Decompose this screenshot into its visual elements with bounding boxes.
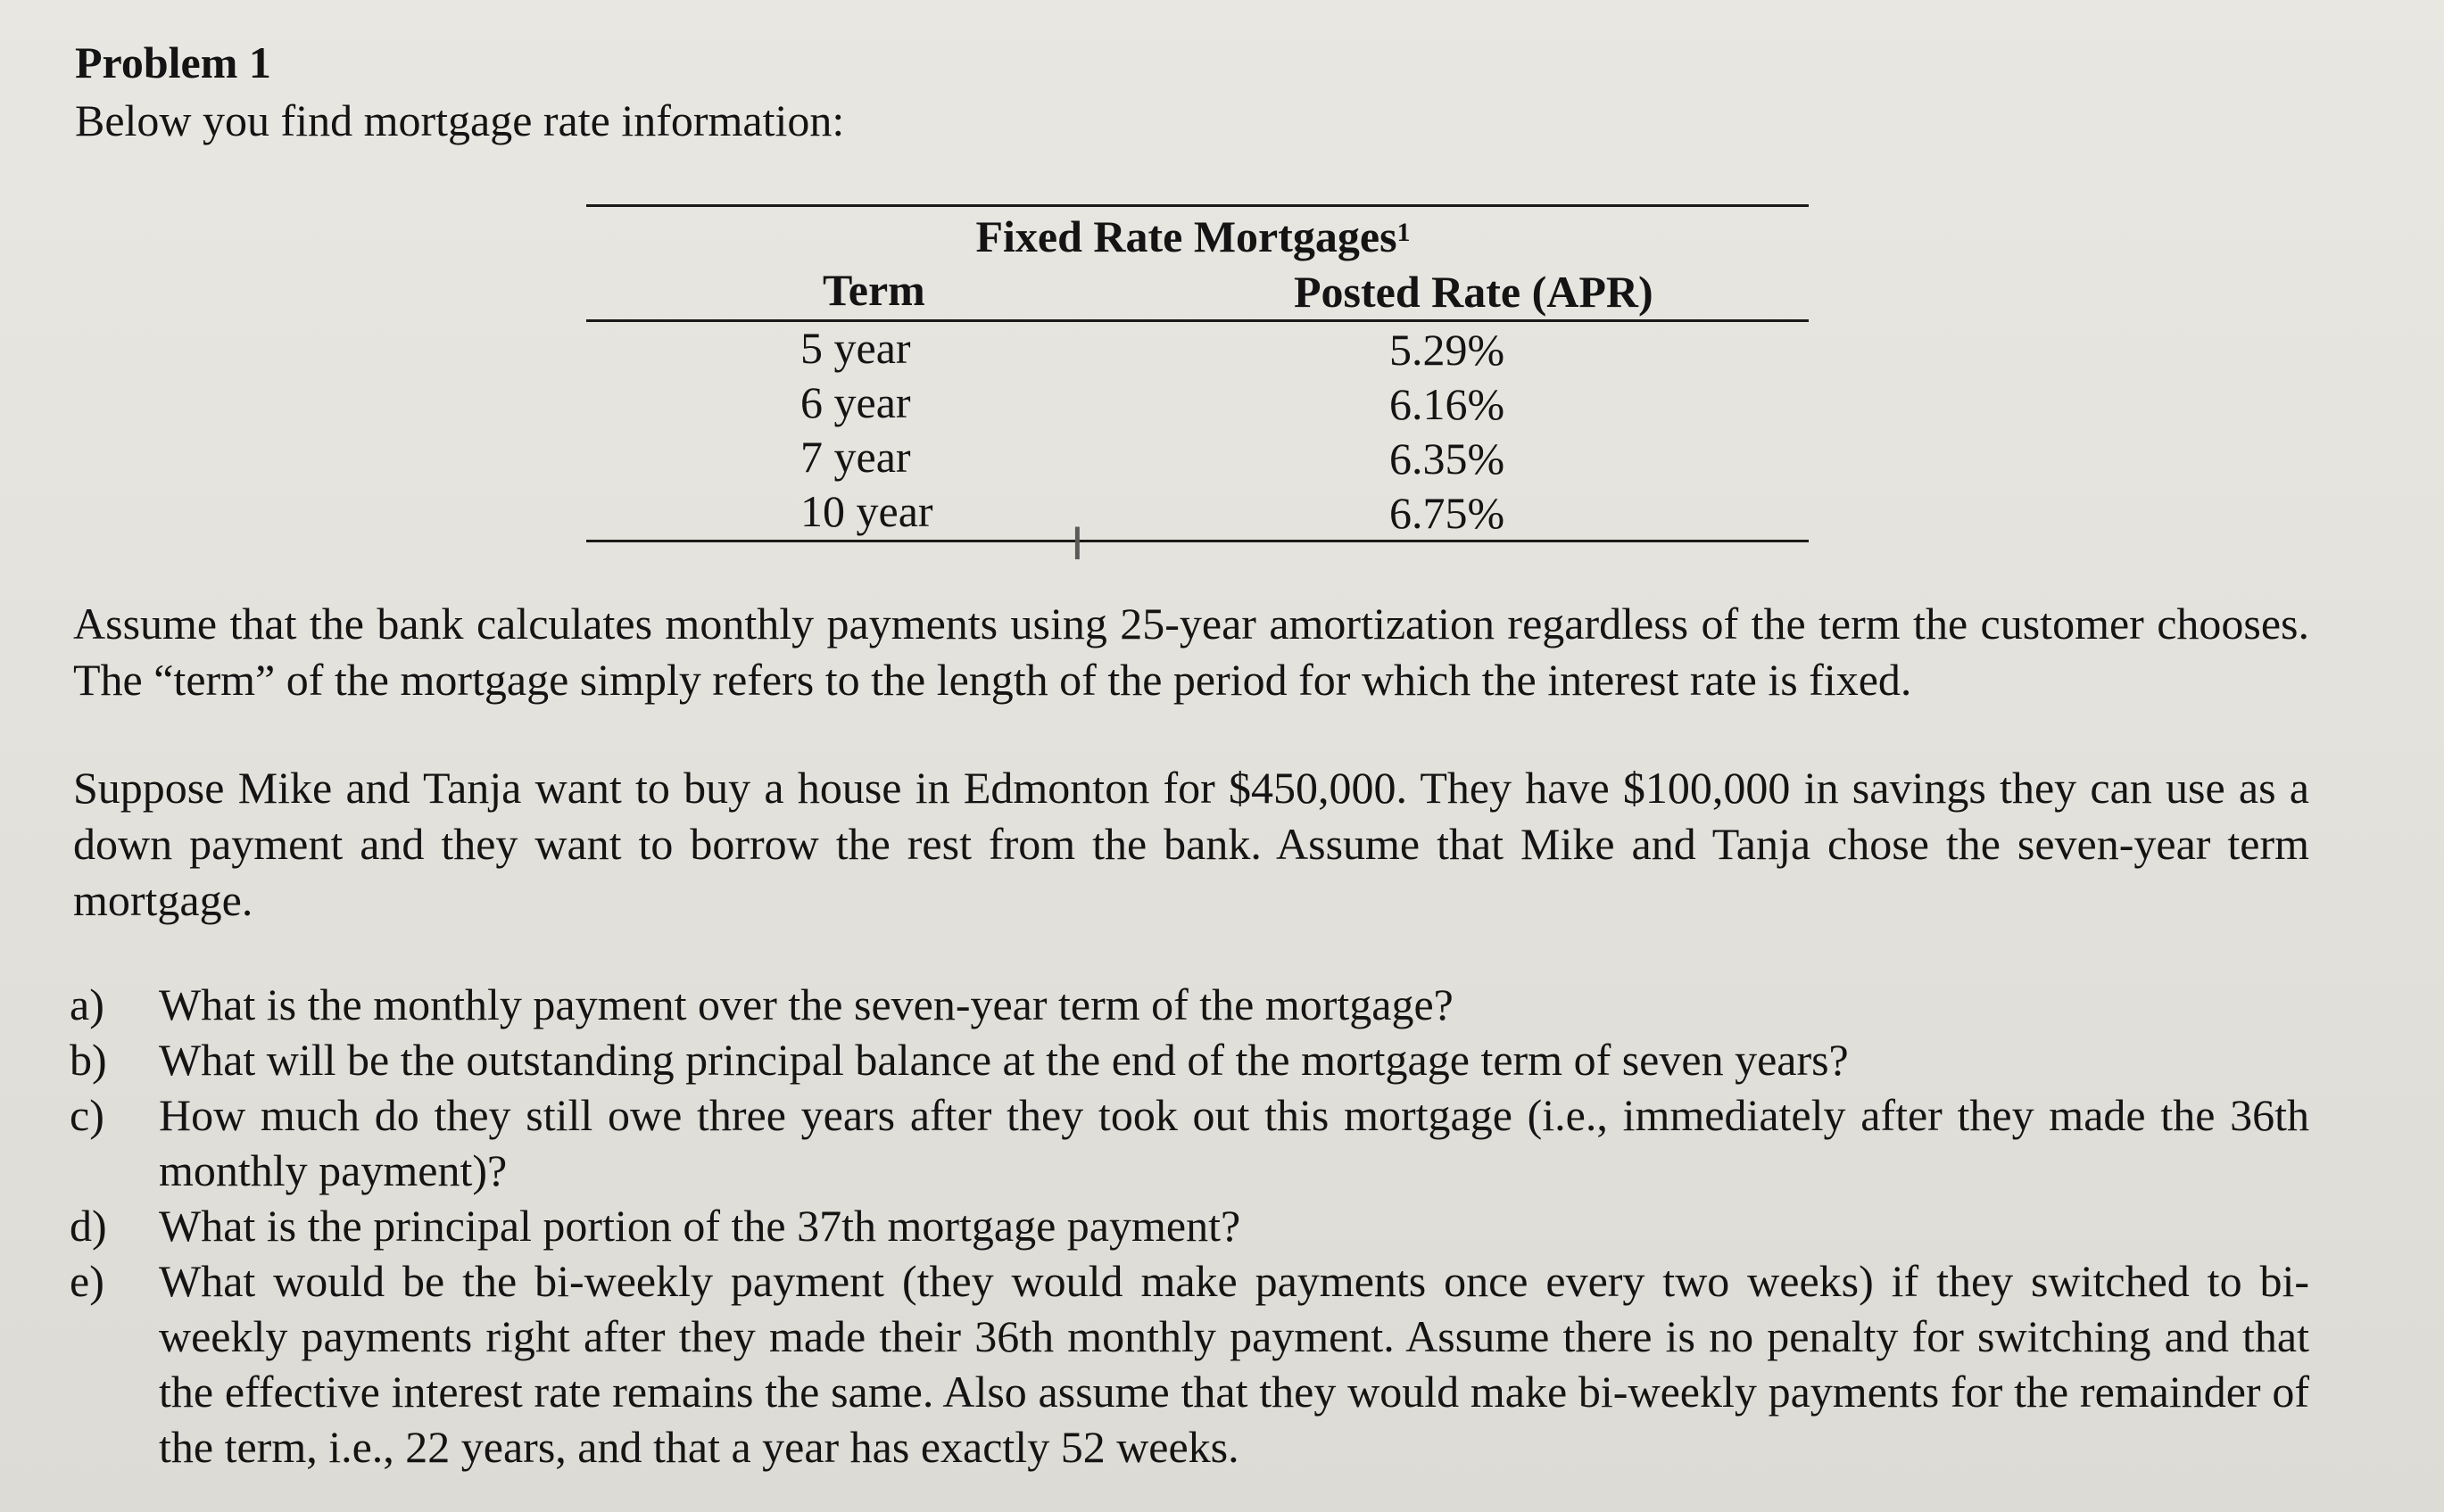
mortgage-rate-table [586, 201, 1809, 549]
rate-column [1389, 323, 1568, 541]
table-cell-rate: 5.29% [1389, 325, 1505, 375]
table-cell-rate: 6.16% [1389, 379, 1505, 429]
table-cell-term: 10 year [800, 486, 933, 536]
question-list [70, 977, 2309, 1475]
scenario-paragraph: Suppose Mike and Tanja want to buy a house in Edmonton for $450,000. They have $100,000 in savings they can use as a down payment and they want to borrow the rest from the bank. Assume that Mike and Tanja chose the seven-year term mortgage. [73, 763, 2309, 925]
table-cell-term: 7 year [800, 432, 911, 482]
table-header-rule [586, 319, 1809, 322]
question-letter: b) [70, 1035, 107, 1085]
list-item [70, 1032, 2309, 1087]
list-item [70, 1253, 2309, 1475]
table-cell-rate: 6.75% [1389, 488, 1505, 538]
column-header-term: Term [823, 265, 925, 315]
list-item [70, 1198, 2309, 1253]
question-text: What is the principal portion of the 37th mortgage payment? [159, 1201, 1241, 1251]
question-letter: c) [70, 1090, 104, 1140]
question-letter: d) [70, 1201, 107, 1251]
list-item [70, 1087, 2309, 1198]
problem-title: Problem 1 [75, 37, 271, 87]
question-text: What is the monthly payment over the seven-year term of the mortgage? [159, 979, 1454, 1029]
table-bottom-rule [586, 540, 1809, 542]
question-letter: e) [70, 1256, 104, 1306]
text-cursor-icon: I [1071, 518, 1084, 570]
table-heading-text: Fixed Rate Mortgages [975, 211, 1397, 261]
question-text: What would be the bi-weekly payment (they would make payments once every two weeks) if they switched to bi-weekly payments right after they made their 36th monthly payment. Assume there is no penalty for switching and that the effective interest rate remains the same. Also assume that they would make bi-weekly payments for the remainder of the term, i.e., 22 years, and that a year has exactly 52 weeks. [159, 1256, 2309, 1472]
table-footnote-marker: 1 [1396, 218, 1411, 247]
amortization-paragraph: Assume that the bank calculates monthly payments using 25-year amortization regardless of the term the customer chooses. The “term” of the mortgage simply refers to the length of the period for which the interest rate is fixed. [73, 599, 2309, 705]
term-column [800, 321, 1032, 539]
column-header-posted-rate: Posted Rate (APR) [1294, 267, 1653, 317]
table-cell-term: 5 year [800, 323, 911, 373]
table-top-rule [586, 204, 1809, 207]
table-heading [881, 210, 1505, 263]
question-letter: a) [70, 979, 104, 1029]
question-text: How much do they still owe three years after they took out this mortgage (i.e., immediately after they made the 36th monthly payment)? [159, 1090, 2309, 1195]
problem-intro: Below you find mortgage rate information: [75, 95, 845, 145]
table-cell-term: 6 year [800, 377, 911, 427]
list-item [70, 977, 2309, 1032]
question-text: What will be the outstanding principal balance at the end of the mortgage term of seven years? [159, 1035, 1849, 1085]
table-cell-rate: 6.35% [1389, 434, 1505, 483]
